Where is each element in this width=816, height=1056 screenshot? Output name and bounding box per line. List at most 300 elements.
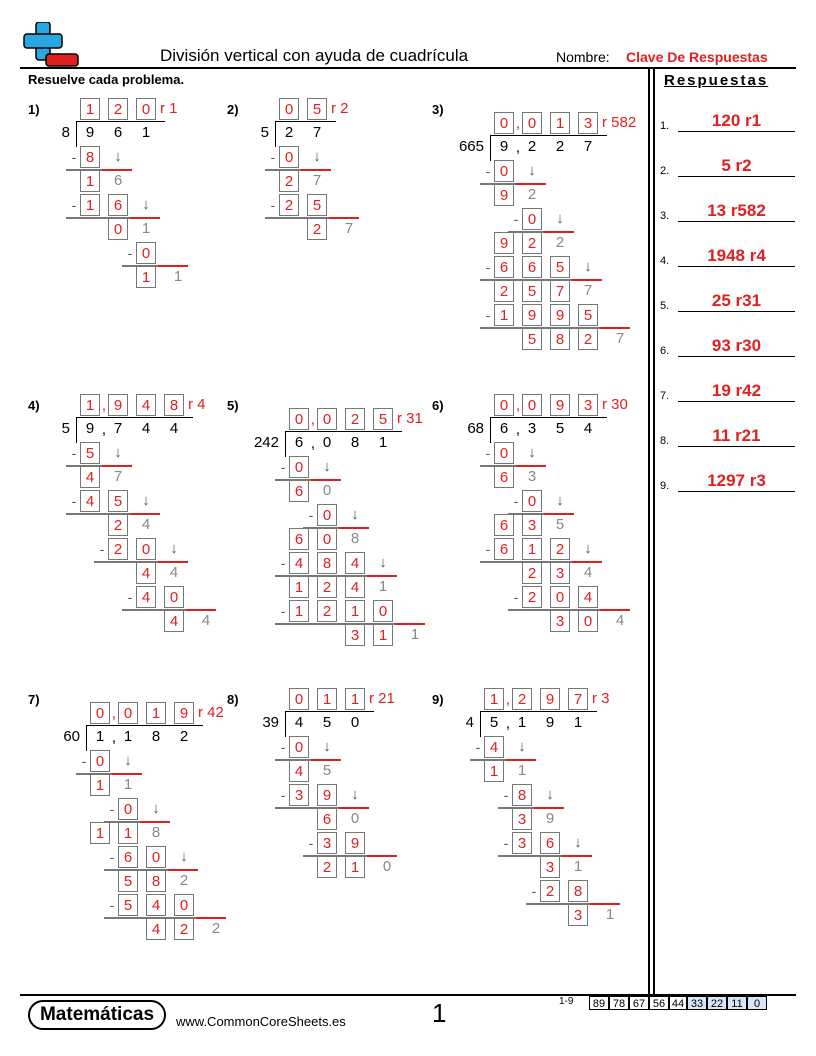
result-digit: 3: [540, 856, 560, 878]
bring-down-arrow-icon: ↓: [114, 444, 122, 461]
result-digit: 5: [118, 870, 138, 892]
minus-sign: -: [280, 603, 286, 619]
problem-label: 1): [28, 102, 40, 117]
final-digit: 1: [605, 906, 615, 923]
subtract-digit: 2: [540, 880, 560, 902]
result-digit: 1: [484, 760, 504, 782]
remainder: r 582: [602, 114, 637, 131]
quotient-digit: 0: [522, 112, 542, 134]
subtract-digit: 0: [550, 586, 570, 608]
final-digit: 7: [344, 220, 354, 237]
dividend-digit: 1: [123, 728, 133, 745]
subtract-digit: 6: [108, 194, 128, 216]
subtract-digit: 9: [317, 784, 337, 806]
final-digit: 1: [410, 626, 420, 643]
bring-down-arrow-icon: ↓: [114, 148, 122, 165]
bring-down-arrow-icon: ↓: [556, 210, 564, 227]
minus-sign: -: [99, 541, 105, 557]
subtract-digit: 5: [118, 894, 138, 916]
dividend-digit: 3: [527, 420, 537, 437]
divisor: 4: [465, 714, 474, 731]
dividend-digit: 6: [294, 434, 304, 451]
quotient-comma: ,: [505, 691, 511, 708]
subtract-digit: 8: [80, 146, 100, 168]
answer-row: [660, 111, 795, 134]
bring-down-arrow-icon: ↓: [313, 148, 321, 165]
subtract-digit: 8: [317, 552, 337, 574]
answers-divider-left: [648, 67, 650, 995]
quotient-digit: 9: [108, 394, 128, 416]
answer-number: 4.: [660, 255, 670, 267]
minus-sign: -: [308, 835, 314, 851]
subtract-digit: 5: [307, 194, 327, 216]
answer-number: 1.: [660, 120, 670, 132]
quotient-digit: 2: [512, 688, 532, 710]
quotient-comma: ,: [310, 411, 316, 428]
dividend-digit: 8: [151, 728, 161, 745]
brought-down-digit: 3: [527, 468, 537, 485]
subtract-digit: 5: [108, 490, 128, 512]
result-digit: 8: [146, 870, 166, 892]
dividend-digit: 1: [573, 714, 583, 731]
dividend-digit: 7: [583, 138, 593, 155]
brought-down-digit: 1: [517, 762, 527, 779]
dividend-digit: 5: [555, 420, 565, 437]
subtract-digit: 6: [522, 256, 542, 278]
divisor: 68: [467, 420, 484, 437]
result-digit: 2: [174, 918, 194, 940]
dividend-digit: 4: [583, 420, 593, 437]
answer-value: 5 r2: [678, 156, 795, 177]
result-digit: 0: [578, 610, 598, 632]
subtract-digit: 2: [108, 538, 128, 560]
minus-sign: -: [513, 589, 519, 605]
minus-sign: -: [308, 507, 314, 523]
minus-sign: -: [109, 897, 115, 913]
result-digit: 3: [512, 808, 532, 830]
answer-value: 13 r582: [678, 201, 795, 222]
minus-sign: -: [109, 849, 115, 865]
divisor: 60: [63, 728, 80, 745]
answer-value: 120 r1: [678, 111, 795, 132]
dividend-digit: 4: [169, 420, 179, 437]
dividend-comma: ,: [310, 435, 316, 452]
dividend-digit: 2: [284, 124, 294, 141]
brought-down-digit: 8: [350, 530, 360, 547]
answers-title: Respuestas: [664, 72, 769, 89]
bring-down-arrow-icon: ↓: [528, 162, 536, 179]
subtract-digit: 0: [494, 442, 514, 464]
score-cell: 0: [747, 996, 767, 1010]
dividend-digit: 8: [350, 434, 360, 451]
dividend-digit: 0: [350, 714, 360, 731]
result-digit: 0: [108, 218, 128, 240]
minus-sign: -: [280, 739, 286, 755]
dividend-digit: 2: [555, 138, 565, 155]
subtract-digit: 6: [540, 832, 560, 854]
quotient-digit: 0: [494, 394, 514, 416]
result-digit: 3: [522, 514, 542, 536]
minus-sign: -: [280, 787, 286, 803]
quotient-digit: 1: [484, 688, 504, 710]
subtract-digit: 5: [80, 442, 100, 464]
dividend-digit: 1: [141, 124, 151, 141]
bring-down-arrow-icon: ↓: [574, 834, 582, 851]
dividend-comma: ,: [101, 421, 107, 438]
brought-down-digit: 1: [123, 776, 133, 793]
subtract-digit: 1: [345, 600, 365, 622]
minus-sign: -: [71, 197, 77, 213]
score-cell: 67: [629, 996, 649, 1010]
quotient-digit: 0: [289, 688, 309, 710]
subtract-digit: 4: [578, 586, 598, 608]
result-digit: 4: [146, 918, 166, 940]
quotient-comma: ,: [515, 397, 521, 414]
minus-sign: -: [71, 149, 77, 165]
page-title: División vertical con ayuda de cuadrícula: [160, 46, 469, 65]
dividend-digit: 2: [179, 728, 189, 745]
final-digit: 4: [201, 612, 211, 629]
problem-label: 6): [432, 398, 444, 413]
dividend-digit: 9: [85, 124, 95, 141]
minus-sign: -: [127, 589, 133, 605]
divisor: 665: [458, 138, 484, 155]
result-digit: 6: [289, 480, 309, 502]
instructions: Resuelve cada problema.: [28, 72, 185, 87]
quotient-digit: 1: [550, 112, 570, 134]
brought-down-digit: 4: [583, 564, 593, 581]
subtract-digit: 1: [289, 600, 309, 622]
dividend-comma: ,: [505, 715, 511, 732]
result-digit: 1: [289, 576, 309, 598]
dividend-digit: 1: [378, 434, 388, 451]
minus-sign: -: [81, 753, 87, 769]
dividend-digit: 6: [499, 420, 509, 437]
brought-down-digit: 1: [573, 858, 583, 875]
remainder: r 4: [188, 396, 206, 413]
result-digit: 2: [108, 514, 128, 536]
minus-sign: -: [531, 883, 537, 899]
brought-down-digit: 0: [322, 482, 332, 499]
dividend-digit: 9: [499, 138, 509, 155]
answers-divider-right: [653, 67, 655, 995]
dividend-digit: 4: [141, 420, 151, 437]
minus-sign: -: [513, 493, 519, 509]
answer-value: 11 r21: [678, 426, 795, 447]
dividend-digit: 7: [113, 420, 123, 437]
divisor: 5: [61, 420, 70, 437]
answer-row: [660, 471, 795, 494]
final-digit: 0: [382, 858, 392, 875]
answer-row: [660, 336, 795, 359]
minus-sign: -: [513, 211, 519, 227]
brought-down-digit: 5: [555, 516, 565, 533]
dividend-digit: 4: [294, 714, 304, 731]
answer-value: 19 r42: [678, 381, 795, 402]
subtract-digit: 8: [568, 880, 588, 902]
subtract-digit: 0: [118, 798, 138, 820]
name-label: Nombre:: [556, 49, 610, 65]
subtract-digit: 0: [289, 736, 309, 758]
answer-value: 1948 r4: [678, 246, 795, 267]
dividend-comma: ,: [111, 729, 117, 746]
divisor: 8: [61, 124, 70, 141]
subtract-digit: 3: [289, 784, 309, 806]
brought-down-digit: 7: [113, 468, 123, 485]
subtract-digit: 2: [279, 194, 299, 216]
quotient-comma: ,: [101, 397, 107, 414]
subtract-digit: 1: [494, 304, 514, 326]
divisor: 5: [260, 124, 269, 141]
subtract-digit: 0: [279, 146, 299, 168]
result-digit: 3: [568, 904, 588, 926]
quotient-digit: 0: [289, 408, 309, 430]
remainder: r 42: [198, 704, 224, 721]
brought-down-digit: 2: [527, 186, 537, 203]
logo-plus-minus-icon: [22, 22, 80, 68]
answer-number: 3.: [660, 210, 670, 222]
result-digit: 2: [279, 170, 299, 192]
subtract-digit: 4: [289, 552, 309, 574]
dividend-digit: 1: [95, 728, 105, 745]
subtract-digit: 6: [118, 846, 138, 868]
minus-sign: -: [485, 163, 491, 179]
answer-value: 25 r31: [678, 291, 795, 312]
problem-label: 2): [227, 102, 239, 117]
result-digit: 4: [164, 610, 184, 632]
problem-label: 8): [227, 692, 239, 707]
header-rule: [20, 67, 796, 69]
subtract-digit: 0: [317, 504, 337, 526]
subtract-digit: 0: [90, 750, 110, 772]
result-digit: 9: [494, 232, 514, 254]
result-digit: 0: [317, 528, 337, 550]
bring-down-arrow-icon: ↓: [351, 786, 359, 803]
quotient-digit: 0: [279, 98, 299, 120]
result-digit: 8: [550, 328, 570, 350]
subtract-digit: 0: [373, 600, 393, 622]
quotient-digit: 9: [174, 702, 194, 724]
remainder: r 2: [331, 100, 349, 117]
minus-sign: -: [475, 739, 481, 755]
subtract-digit: 9: [522, 304, 542, 326]
remainder: r 30: [602, 396, 628, 413]
problem-label: 9): [432, 692, 444, 707]
brought-down-digit: 6: [113, 172, 123, 189]
subtract-digit: 4: [484, 736, 504, 758]
subtract-digit: 1: [522, 538, 542, 560]
result-digit: 1: [345, 856, 365, 878]
result-digit: 3: [550, 610, 570, 632]
result-digit: 4: [345, 576, 365, 598]
result-digit: 6: [317, 808, 337, 830]
result-digit: 4: [136, 562, 156, 584]
result-digit: 6: [494, 514, 514, 536]
quotient-digit: 0: [136, 98, 156, 120]
score-cell: 22: [707, 996, 727, 1010]
minus-sign: -: [127, 245, 133, 261]
dividend-digit: 5: [322, 714, 332, 731]
divisor: 242: [253, 434, 279, 451]
answer-number: 9.: [660, 480, 670, 492]
answer-row: [660, 381, 795, 404]
result-digit: 9: [494, 184, 514, 206]
answer-number: 2.: [660, 165, 670, 177]
subtract-digit: 4: [80, 490, 100, 512]
result-digit: 5: [522, 280, 542, 302]
subtract-digit: 6: [494, 256, 514, 278]
answer-number: 5.: [660, 300, 670, 312]
minus-sign: -: [71, 445, 77, 461]
answer-row: [660, 201, 795, 224]
result-digit: 2: [522, 232, 542, 254]
remainder: r 21: [369, 690, 395, 707]
quotient-digit: 1: [146, 702, 166, 724]
dividend-digit: 1: [517, 714, 527, 731]
answer-value: 93 r30: [678, 336, 795, 357]
dividend-comma: ,: [515, 139, 521, 156]
bring-down-arrow-icon: ↓: [556, 492, 564, 509]
bring-down-arrow-icon: ↓: [323, 458, 331, 475]
result-digit: 1: [136, 266, 156, 288]
result-digit: 1: [373, 624, 393, 646]
subtract-digit: 0: [136, 242, 156, 264]
answer-row: [660, 156, 795, 179]
bring-down-arrow-icon: ↓: [142, 196, 150, 213]
problem-label: 7): [28, 692, 40, 707]
subtract-digit: 4: [345, 552, 365, 574]
problem-label: 3): [432, 102, 444, 117]
bring-down-arrow-icon: ↓: [124, 752, 132, 769]
answer-row: [660, 426, 795, 449]
brought-down-digit: 7: [312, 172, 322, 189]
subtract-digit: 0: [494, 160, 514, 182]
final-digit: 7: [615, 330, 625, 347]
divisor: 39: [262, 714, 279, 731]
dividend-digit: 2: [527, 138, 537, 155]
brand-badge: Matemáticas: [28, 1000, 166, 1030]
dividend-comma: ,: [515, 421, 521, 438]
quotient-digit: 4: [136, 394, 156, 416]
quotient-comma: ,: [111, 705, 117, 722]
subtract-digit: 4: [136, 586, 156, 608]
score-cell: 44: [669, 996, 687, 1010]
result-digit: 2: [578, 328, 598, 350]
minus-sign: -: [503, 835, 509, 851]
minus-sign: -: [109, 801, 115, 817]
quotient-digit: 8: [164, 394, 184, 416]
answer-number: 6.: [660, 345, 670, 357]
subtract-digit: 5: [550, 256, 570, 278]
dividend-digit: 0: [322, 434, 332, 451]
minus-sign: -: [485, 541, 491, 557]
problem-label: 5): [227, 398, 239, 413]
subtract-digit: 0: [522, 208, 542, 230]
brought-down-digit: 4: [169, 564, 179, 581]
brought-down-digit: 8: [151, 824, 161, 841]
minus-sign: -: [485, 259, 491, 275]
answer-number: 8.: [660, 435, 670, 447]
score-cell: 11: [727, 996, 747, 1010]
bring-down-arrow-icon: ↓: [518, 738, 526, 755]
result-digit: 3: [345, 624, 365, 646]
answer-row: [660, 291, 795, 314]
quotient-digit: 9: [540, 688, 560, 710]
brought-down-digit: 1: [378, 578, 388, 595]
subtract-digit: 8: [512, 784, 532, 806]
dividend-digit: 9: [545, 714, 555, 731]
quotient-digit: 5: [373, 408, 393, 430]
result-digit: 2: [307, 218, 327, 240]
final-digit: 2: [211, 920, 221, 937]
minus-sign: -: [71, 493, 77, 509]
subtract-digit: 0: [289, 456, 309, 478]
subtract-digit: 0: [136, 538, 156, 560]
subtract-digit: 9: [550, 304, 570, 326]
subtract-digit: 0: [164, 586, 184, 608]
bring-down-arrow-icon: ↓: [152, 800, 160, 817]
bring-down-arrow-icon: ↓: [351, 506, 359, 523]
result-digit: 2: [494, 280, 514, 302]
subtract-digit: 5: [578, 304, 598, 326]
result-digit: 2: [522, 562, 542, 584]
quotient-digit: 7: [568, 688, 588, 710]
bring-down-arrow-icon: ↓: [546, 786, 554, 803]
quotient-digit: 0: [522, 394, 542, 416]
bring-down-arrow-icon: ↓: [323, 738, 331, 755]
minus-sign: -: [280, 459, 286, 475]
minus-sign: -: [485, 307, 491, 323]
bring-down-arrow-icon: ↓: [528, 444, 536, 461]
quotient-digit: 1: [345, 688, 365, 710]
bring-down-arrow-icon: ↓: [142, 492, 150, 509]
brought-down-digit: 7: [583, 282, 593, 299]
quotient-digit: 0: [90, 702, 110, 724]
score-cell: 89: [589, 996, 609, 1010]
minus-sign: -: [270, 197, 276, 213]
quotient-comma: ,: [515, 115, 521, 132]
brought-down-digit: 0: [350, 810, 360, 827]
minus-sign: -: [270, 149, 276, 165]
answer-row: [660, 246, 795, 269]
dividend-digit: 7: [312, 124, 322, 141]
subtract-digit: 0: [174, 894, 194, 916]
result-digit: 1: [90, 774, 110, 796]
result-digit: 1: [90, 822, 110, 844]
score-range-label: 1-9: [559, 996, 574, 1007]
subtract-digit: 3: [512, 832, 532, 854]
subtract-digit: 0: [146, 846, 166, 868]
result-digit: 1: [118, 822, 138, 844]
result-digit: 4: [80, 466, 100, 488]
dividend-digit: 6: [113, 124, 123, 141]
quotient-digit: 5: [307, 98, 327, 120]
quotient-digit: 0: [494, 112, 514, 134]
subtract-digit: 3: [317, 832, 337, 854]
quotient-digit: 1: [80, 98, 100, 120]
minus-sign: -: [503, 787, 509, 803]
result-digit: 2: [317, 856, 337, 878]
quotient-digit: 0: [317, 408, 337, 430]
result-digit: 2: [317, 576, 337, 598]
subtract-digit: 6: [494, 538, 514, 560]
bring-down-arrow-icon: ↓: [584, 540, 592, 557]
quotient-digit: 3: [578, 394, 598, 416]
subtract-digit: 9: [345, 832, 365, 854]
subtract-digit: 2: [522, 586, 542, 608]
result-digit: 5: [522, 328, 542, 350]
subtract-digit: 4: [146, 894, 166, 916]
